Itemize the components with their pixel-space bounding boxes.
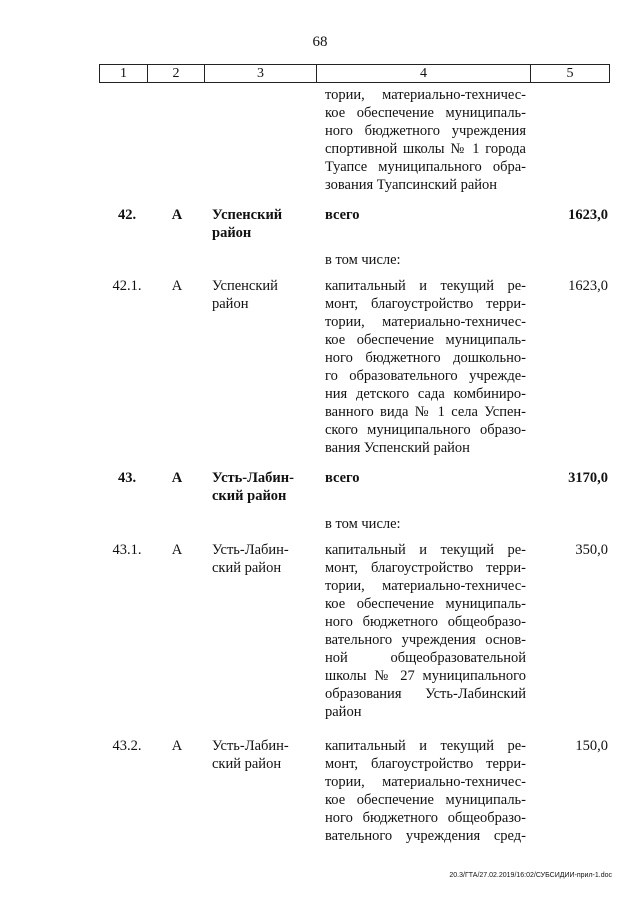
- row-43-1-description: капитальный и текущий ре- монт, благоустройство терри- тории, материально-техничес- кое обеспечение муниципаль- ного бюджетного общеобразо- вательного учреждения основ- ной общеобразовательной школы № 27 муниципального образования Усть-Лабинский район: [325, 542, 526, 720]
- row-43-1-sum: 350,0: [575, 542, 608, 558]
- row-42-1-category: А: [171, 278, 183, 294]
- row-42-sum: 1623,0: [568, 207, 608, 223]
- row-43-category: А: [171, 470, 183, 486]
- table-header: [99, 64, 610, 83]
- continued-description: тории, материально-техничес- кое обеспечение муниципаль- ного бюджетного учреждения спортивной школы № 1 города Туапсе муниципального обра- зования Туапсинский район: [325, 87, 526, 193]
- row-42-description: всего: [325, 207, 360, 223]
- row-43-1-number: 43.1.: [112, 542, 142, 558]
- row-43-description: всего: [325, 470, 360, 486]
- row-43-2-sum: 150,0: [575, 738, 608, 754]
- row-43-sum: 3170,0: [568, 470, 608, 486]
- file-footer: 20.3/ГТА/27.02.2019/16:02/СУБСИДИИ-прил-1.doc: [449, 872, 612, 879]
- col-header-3: 3: [205, 65, 317, 82]
- row-43-district: Усть-Лабин- ский район: [212, 470, 294, 504]
- row-42-1-sum: 1623,0: [568, 278, 608, 294]
- row-43-2-district: Усть-Лабин- ский район: [212, 738, 289, 772]
- row-42-number: 42.: [117, 207, 137, 223]
- row-43-2-number: 43.2.: [112, 738, 142, 754]
- row-42-1-number: 42.1.: [112, 278, 142, 294]
- row-42-district: Успенский район: [212, 207, 283, 241]
- in-total-label: в том числе:: [325, 516, 401, 532]
- row-43-1-district: Усть-Лабин- ский район: [212, 542, 289, 576]
- row-42-1-description: капитальный и текущий ре- монт, благоустройство терри- тории, материально-техничес- кое обеспечение муниципаль- ного бюджетного дошкольно- го образовательного учрежде- ния детского сада комбиниро- ванного вида № 1 села Успен- ского муниципального образо- вания Успенский район: [325, 278, 526, 456]
- col-header-5: 5: [566, 66, 574, 81]
- row-42-1-district: Успенский район: [212, 278, 278, 312]
- row-43-2-category: А: [171, 738, 183, 754]
- col-header-1: 1: [100, 65, 148, 82]
- row-43-2-description: капитальный и текущий ре- монт, благоустройство терри- тории, материально-техничес- кое обеспечение муниципаль- ного бюджетного общеобразо- вательного учреждения сред-: [325, 738, 526, 844]
- col-header-2: 2: [148, 65, 205, 82]
- col-header-4: 4: [317, 65, 531, 82]
- in-total-label: в том числе:: [325, 252, 401, 268]
- row-43-number: 43.: [117, 470, 137, 486]
- page-number: 68: [312, 34, 328, 50]
- row-42-category: А: [171, 207, 183, 223]
- row-43-1-category: А: [171, 542, 183, 558]
